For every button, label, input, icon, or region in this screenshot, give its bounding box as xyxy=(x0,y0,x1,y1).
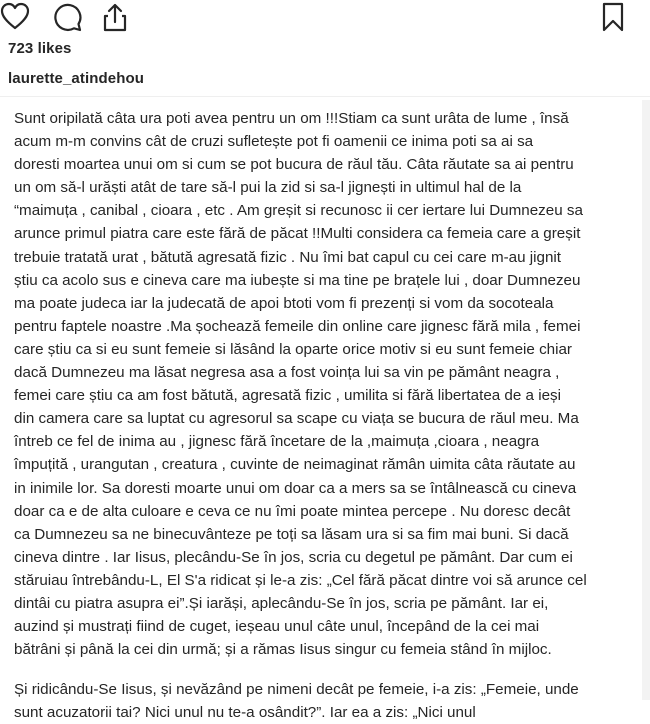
caption-line: sunt acuzatorii tai? Nici unul nu te-a osândit?”. Iar ea a zis: „Nici unul xyxy=(14,704,476,722)
caption-line: care știu ca si eu sunt femeie si lăsând la oparte orice motiv si eu sunt femeie chiar xyxy=(14,340,572,358)
caption-scrollbar[interactable] xyxy=(642,100,650,700)
caption-line: bătrâni și până la cei din urmă; și a rămas Iisus singur cu femeia stând în mijloc. xyxy=(14,641,552,659)
heart-icon[interactable] xyxy=(0,2,30,32)
share-icon[interactable] xyxy=(100,2,130,32)
caption-line: femei care știu ca am fost bătută, agresată fizic , umilita si fără libertatea de a ieși xyxy=(14,387,562,405)
caption-line: stăruiau întrebându-L, El S'a ridicat și le-a zis: „Cel fără păcat dintre voi să arunce cel xyxy=(14,571,587,589)
caption-line: trebuie tratată urat , bătută agresată fizic . Nu îmi bat capul cu cei care m-au jignit xyxy=(14,248,562,266)
caption-line: împuțită , urangutan , creatura , cuvinte de neimaginat rămân uimita câta răutate au xyxy=(14,456,576,474)
caption-line: un om să-l urăști atât de tare să-l pui la zid si sa-l jignești in ultimul hal de la xyxy=(14,179,522,197)
caption-line: doar ca e de alta culoare e ceva ce nu îmi poate mintea percepe . Nu doresc decât xyxy=(14,502,571,520)
caption-line: dacă Dumnezeu ma lăsat negresa asa a fost voința lui sa vin pe pământ neagra , xyxy=(14,364,560,382)
post-actions-bar xyxy=(0,0,650,36)
caption-line: acum m-m convins cât de cruzi sufletește pot fi oamenii ce inima poti sa ai sa xyxy=(14,133,534,151)
divider xyxy=(0,96,650,97)
post-author-username[interactable]: laurette_atindehou xyxy=(8,70,144,87)
likes-count[interactable]: 723 likes xyxy=(8,40,72,57)
caption-line: auzind și mustrați fiind de cuget, ieșeau unul câte unul, începând de la cei mai xyxy=(14,618,540,636)
caption-line: întreb ce fel de inima au , jignesc fără încetare de la ,maimuța ,cioara , neagra xyxy=(14,433,540,451)
caption-line: arunce primul piatra care este fără de păcat !!Multi considera ca femeia care a greșit xyxy=(14,225,581,243)
caption-line: cineva dintre . Iar Iisus, plecându-Se în jos, scria cu degetul pe pământ. Dar cum ei xyxy=(14,548,573,566)
paragraph-gap xyxy=(14,661,640,678)
caption-line: pentru faptele noastre .Ma șochează femeile din online care jignesc fără mila , femei xyxy=(14,317,581,335)
caption-line: știu ca acolo sus e cineva care ma iubește si ma tine pe brațele lui , doar Dumnezeu xyxy=(14,271,581,289)
caption-line: “maimuța , canibal , cioara , etc . Am greșit si recunosc ii cer iertare lui Dumnezeu sa xyxy=(14,202,583,220)
caption-line: Sunt oripilată câta ura poti avea pentru un om !!!Stiam ca sunt urâta de lume , însă xyxy=(14,110,569,127)
bookmark-icon[interactable] xyxy=(598,2,628,32)
comment-icon[interactable] xyxy=(52,2,82,32)
caption-line: doresti moartea unui om si cum se pot bucura de răul tău. Câta răutate sa ai pentru xyxy=(14,156,574,174)
caption-line: din camera care sa luptat cu agresorul sa scape cu viața se bucura de răul meu. Ma xyxy=(14,410,579,428)
caption-line: in inimile lor. Sa doresti moarte unui om doar ca a mers sa se întâlnească cu cineva xyxy=(14,479,577,497)
caption-line: ca Dumnezeu sa ne binecuvânteze pe toți sa lăsam ura si sa fim mai buni. Si dacă xyxy=(14,525,569,543)
caption-line: dintâi cu piatra asupra ei”.Și iarăși, aplecându-Se în jos, scria pe pământ. Iar ei, xyxy=(14,594,549,612)
caption-line: ma poate judeca iar la judecată de apoi btoti vom fi prezenți si vom da socoteala xyxy=(14,294,554,312)
caption-line: Și ridicându-Se Iisus, și nevăzând pe nimeni decât pe femeie, i-a zis: „Femeie, unde xyxy=(14,681,579,699)
post-caption xyxy=(14,107,640,724)
